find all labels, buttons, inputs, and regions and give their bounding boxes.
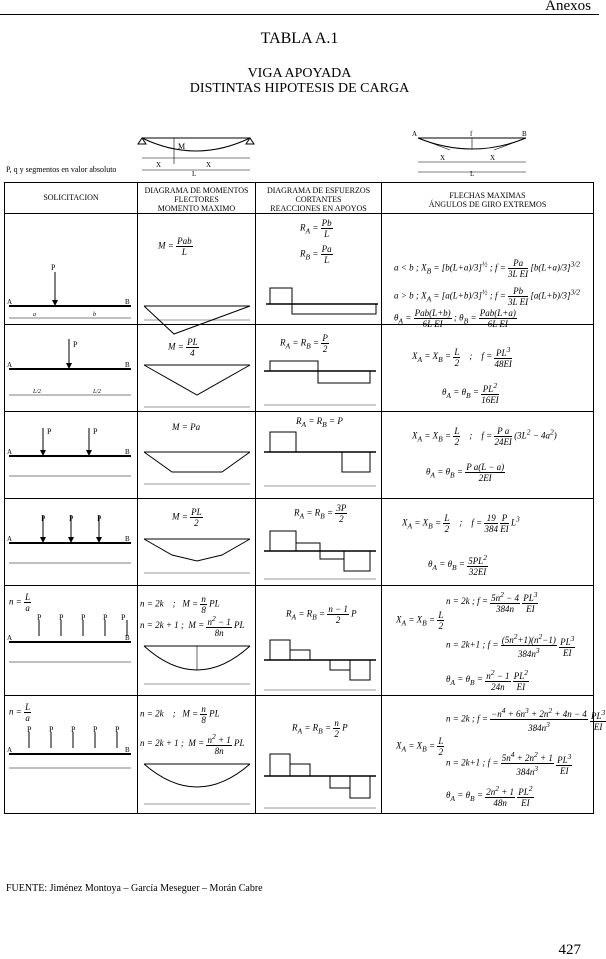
table-row: [5, 325, 594, 412]
legend-f-label: f: [470, 130, 473, 138]
svg-text:P: P: [49, 725, 54, 734]
moment-cell-6: n = 2k ; M = $\frac{n}{8}$ PL n = 2k + 1 ; M = $\frac{n^2 + 1}{8n}$ PL: [138, 696, 256, 814]
moment-cell-1: M = $\frac{\text{Pab}}{L}$: [138, 214, 256, 325]
svg-text:B: B: [125, 746, 130, 754]
page-number: 427: [558, 942, 581, 958]
svg-text:P: P: [51, 263, 56, 272]
svg-text:P: P: [103, 613, 108, 622]
legend-xa2-label: X: [440, 154, 446, 162]
svg-text:P: P: [115, 725, 120, 734]
load-case-4: [5, 499, 138, 586]
svg-text:A: A: [7, 634, 13, 642]
svg-text:P: P: [121, 613, 126, 622]
shear-cell-6: $R_A = R_B$ = $\frac{n}{2}$ P: [256, 696, 382, 814]
table-row: [5, 499, 594, 586]
shear-cell-2: $R_A = R_B$ = $\frac{P}{2}$: [256, 325, 382, 412]
table-title: TABLA A.1: [260, 30, 339, 47]
load-cases-table: [4, 182, 606, 814]
svg-text:P: P: [47, 427, 52, 436]
svg-text:B: B: [125, 298, 130, 306]
legend-deflection-diagram: [136, 128, 256, 176]
legend-l2-label: L: [470, 170, 475, 178]
col-solicitacion: SOLICITACION: [5, 183, 138, 214]
svg-text:B: B: [125, 634, 130, 642]
moment-cell-5: n = 2k ; M = $\frac{n}{8}$ PL n = 2k + 1 ; M = $\frac{n^2 - 1}{8n}$ PL: [138, 586, 256, 696]
title-line-1: VIGA APOYADA: [247, 66, 352, 81]
units-note: P, q y segmentos en valor absoluto: [6, 165, 117, 174]
svg-text:A: A: [7, 298, 13, 306]
svg-text:A: A: [7, 361, 13, 369]
svg-text:P: P: [69, 514, 74, 523]
source-note: FUENTE: Jiménez Montoya – García Meseguer – Morán Cabre: [6, 883, 263, 894]
shear-cell-1: $R_A$ = $\frac{Pb}{L}$ $R_B$ = $\frac{Pa}{L}$: [256, 214, 382, 325]
load-case-3: [5, 412, 138, 499]
legend-m-label: M: [178, 142, 186, 151]
section-header: Anexos: [545, 0, 591, 14]
table-row: [5, 412, 594, 499]
svg-text:P: P: [41, 514, 46, 523]
deflection-cell-2: $X_A = X_B$ = $\frac{L}{2}$ ; f = $\frac{PL^3}{48EI}$ $\theta_A = \theta_B$ = $\frac{PL^2}{16EI}$: [382, 325, 594, 412]
beam-point-load-eccentric: [7, 263, 131, 318]
header-rule: [0, 14, 599, 15]
svg-text:A: A: [7, 448, 13, 456]
svg-text:P: P: [59, 613, 64, 622]
svg-text:P: P: [93, 427, 98, 436]
legend-b-label: B: [522, 130, 527, 138]
svg-text:a: a: [33, 312, 36, 318]
svg-text:P: P: [37, 613, 42, 622]
svg-text:B: B: [125, 535, 130, 543]
svg-text:A: A: [7, 746, 13, 754]
svg-text:B: B: [125, 448, 130, 456]
shear-cell-5: $R_A = R_B$ = $\frac{n - 1}{2}$ P: [256, 586, 382, 696]
moment-cell-2: M = $\frac{PL}{4}$: [138, 325, 256, 412]
moment-cell-4: M = $\frac{PL}{2}$: [138, 499, 256, 586]
load-case-5: n = $\frac{L}{a}$ P P P P P A B: [5, 586, 138, 696]
svg-text:L/2: L/2: [93, 389, 102, 395]
legend-l-label: L: [192, 170, 197, 178]
page-title: [0, 66, 599, 96]
load-case-2: [5, 325, 138, 412]
shear-cell-3: $R_A = R_B = P$: [256, 412, 382, 499]
header-row: [5, 183, 594, 214]
shear-cell-4: $R_A = R_B$ = $\frac{3P}{2}$: [256, 499, 382, 586]
legend-xb-label: X: [206, 161, 212, 169]
svg-text:A: A: [7, 535, 13, 543]
svg-text:P: P: [73, 340, 78, 349]
legend-xb2-label: X: [490, 154, 496, 162]
legend-xa-label: X: [156, 161, 162, 169]
col-flechas: FLECHAS MAXIMAS ÁNGULOS DE GIRO EXTREMOS: [382, 183, 594, 214]
svg-text:P: P: [97, 514, 102, 523]
svg-text:P: P: [27, 725, 32, 734]
col-momentos: DIAGRAMA DE MOMENTOS FLECTORES MOMENTO MAXIMO: [138, 183, 256, 214]
deflection-cell-6: $X_A = X_B$ = $\frac{L}{2}$ n = 2k ; f = $\frac{-n^4 + 6n^3 + 2n^2 + 4n - 4}{384n^3}$ $\frac{PL^3}{EI}$ n = 2k+1 ; f = $\frac{5n^4 + 2n^2 + 1}{384n^3}$ $\frac{PL^3}{EI}$ $\theta_A = \theta_B$ = $\frac{2n^2 + 1}{48n}$ $\frac{PL^2}{EI}$: [382, 696, 594, 814]
deflection-cell-1: a < b ; $X_B = [b(L+a)/3]^{\frac{1}{2}}$ ; f = $\frac{Pa}{\text{3L EI}}$ $[b(L+a)/3]^{3/2}$ a > b ; $X_A = [a(L+b)/3]^{\frac{1}{2}}$ ; f = $\frac{Pb}{\text{3L EI}}$ $[a(L+b)/3]^{3/2}$ $\theta_A$ = $\frac{\text{Pab(L+b)}}{\text{6L EI}}$ ; $\theta_B$ = $\frac{\text{Pab(L+a)}}{\text{6L EI}}$: [382, 214, 594, 325]
legend-a-label: A: [412, 130, 418, 138]
svg-text:L/2: L/2: [33, 389, 42, 395]
svg-text:P: P: [81, 613, 86, 622]
title-line-2: DISTINTAS HIPOTESIS DE CARGA: [189, 81, 410, 96]
svg-text:P: P: [71, 725, 76, 734]
table-row: [5, 214, 594, 325]
moment-cell-3: M = Pa: [138, 412, 256, 499]
load-case-6: n = $\frac{L}{a}$ P P P P P A B: [5, 696, 138, 814]
svg-text:P: P: [93, 725, 98, 734]
load-case-1: [5, 214, 138, 325]
deflection-cell-5: $X_A = X_B$ = $\frac{L}{2}$ n = 2k ; f = $\frac{5n^2 - 4}{384n}$ $\frac{PL^3}{EI}$ n = 2k+1 ; f = $\frac{(5n^2+1)(n^2-1)}{384n^3}$ $\frac{PL^3}{EI}$ $\theta_A = \theta_B$ = $\frac{n^2 - 1}{24n}$ $\frac{PL^2}{EI}$: [382, 586, 594, 696]
table-row: [5, 586, 594, 696]
svg-text:b: b: [93, 312, 96, 318]
deflection-cell-3: $X_A = X_B$ = $\frac{L}{2}$ ; f = $\frac{\text{P a}}{24EI}$ $(3L^2 - 4a^2)$ $\theta_A = \theta_B$ = $\frac{\text{P a(L − a)}}{2EI}$: [382, 412, 594, 499]
table-row: [5, 696, 594, 814]
svg-text:B: B: [125, 361, 130, 369]
col-cortantes: DIAGRAMA DE ESFUERZOS CORTANTES REACCIONES EN APOYOS: [256, 183, 382, 214]
legend-slope-diagram: [410, 128, 535, 176]
deflection-cell-4: $X_A = X_B$ = $\frac{L}{2}$ ; f = $\frac{19}{384}$ $\frac{P}{EI}$ $L^3$ $\theta_A = \theta_B$ = $\frac{5PL^2}{32EI}$: [382, 499, 594, 586]
